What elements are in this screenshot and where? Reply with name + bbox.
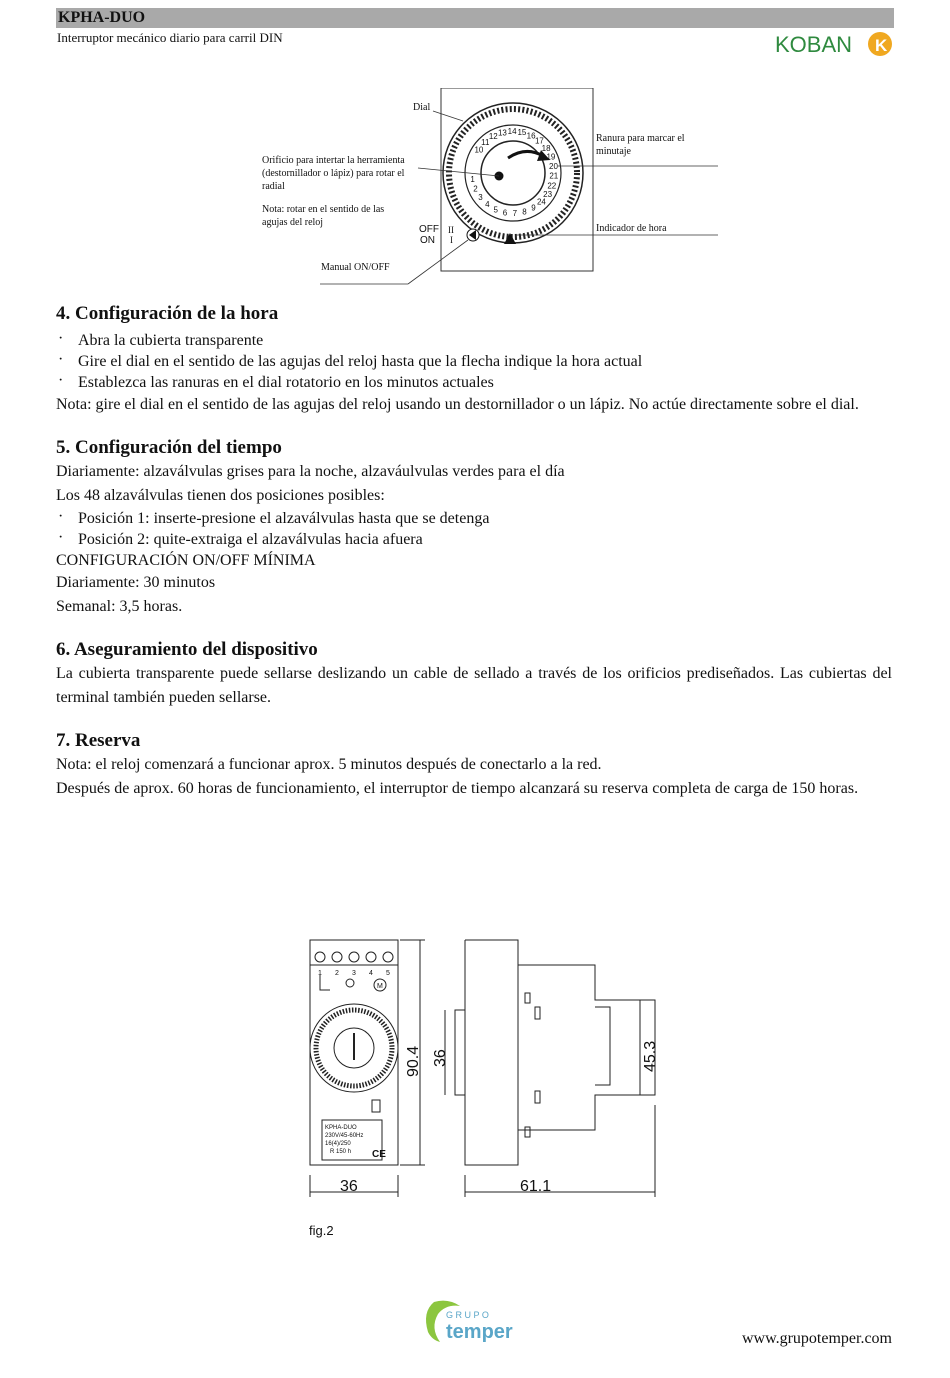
dial-number: 20 (549, 161, 558, 171)
side-rail-clip-left (455, 1010, 465, 1095)
dial-number: 3 (478, 193, 483, 203)
koban-logo-letter: K (875, 36, 888, 55)
circuit-contact (346, 979, 354, 987)
section-4-bullet-1: · Abra la cubierta transparente (56, 330, 892, 351)
plate-reserve: R 150 h (330, 1149, 352, 1155)
hole-label-line2: (destornillador o lápiz) para rotar el (262, 168, 405, 179)
rotate-note-line1: Nota: rotar en el sentido de las (262, 204, 385, 215)
section-5-para-2: Los 48 alzaválvulas tienen dos posiciones posibles: (56, 487, 385, 504)
position-two-label: II (448, 225, 454, 235)
section-5-para-3: CONFIGURACIÓN ON/OFF MÍNIMA (56, 552, 316, 569)
dial-number: 22 (547, 181, 557, 191)
section-4-note: Nota: gire el dial en el sentido de las agujas del reloj usando un destornillador o un lápiz. No actúe directamente sobre el dial. (56, 396, 859, 413)
dial-number: 19 (546, 152, 556, 162)
dial-number: 10 (474, 145, 484, 155)
logo-temper-text: temper (446, 1321, 513, 1343)
figure-caption: fig.2 (309, 1223, 334, 1238)
dim-inner-value: 36 (432, 1049, 449, 1067)
dial-number: 11 (481, 137, 490, 147)
hour-indicator-label: Indicador de hora (596, 223, 667, 234)
section-5-bullet-2: · Posición 2: quite-extraiga el alzaválvulas hacia afuera (56, 529, 892, 550)
dial-diagram (258, 88, 718, 288)
logo-grupo-text: G R U P O (446, 1310, 489, 1320)
section-7-para-1: Nota: el reloj comenzará a funcionar aprox. 5 minutos después de conectarlo a la red. (56, 756, 602, 773)
dim-height-value: 90.4 (405, 1045, 422, 1077)
plate-model: KPHA-DUO (325, 1125, 357, 1131)
dial-number: 5 (493, 205, 498, 215)
hole-label-line3: radial (262, 181, 285, 192)
dial-center (481, 141, 545, 205)
side-slot-1 (525, 993, 530, 1003)
dial-number: 24 (536, 197, 546, 207)
motor-label: M (377, 983, 383, 990)
section-5-para-5: Semanal: 3,5 horas. (56, 598, 183, 615)
terminal-label: 5 (386, 970, 390, 977)
dial-number: 8 (522, 207, 527, 217)
manual-switch-label: Manual ON/OFF (321, 262, 390, 273)
section-5-title: 5. Configuración del tiempo (56, 437, 282, 458)
plate-voltage: 230V/45-60Hz (325, 1133, 364, 1139)
document-subtitle: Interruptor mecánico diario para carril DIN (57, 30, 283, 45)
koban-logo (775, 30, 895, 58)
dial-number: 1 (470, 175, 475, 185)
dial-number: 17 (534, 136, 544, 146)
document-body (56, 302, 892, 801)
rotate-note-line2: agujas del reloj (262, 217, 324, 228)
dial-label: Dial (413, 102, 431, 113)
header-bar (56, 8, 894, 28)
dial-number: 21 (549, 171, 559, 181)
terminal-label: 1 (318, 970, 322, 977)
footer-url[interactable]: www.grupotemper.com (741, 1330, 892, 1347)
side-slot-2 (535, 1007, 540, 1019)
front-manual-switch (372, 1100, 380, 1112)
circuit-line (320, 975, 330, 990)
document-title: KPHA-DUO (58, 9, 146, 26)
section-5-para-4: Diariamente: 30 minutos (56, 574, 216, 591)
dial-number: 2 (473, 184, 478, 194)
dim-depth-value: 61.1 (520, 1178, 552, 1195)
position-one-label: I (450, 235, 453, 245)
slot-label-line1: Ranura para marcar el (596, 133, 685, 144)
terminal-screws (315, 952, 393, 962)
dial-number: 18 (541, 143, 551, 153)
section-4-title: 4. Configuración de la hora (56, 303, 279, 324)
plate-current: 16(4)/250 (325, 1141, 351, 1147)
dial-number: 6 (502, 208, 508, 218)
section-7-para-2: Después de aprox. 60 horas de funcionamiento, el interruptor de tiempo alcanzará su reserva completa de carga de 150 horas. (56, 780, 859, 797)
grupo-temper-logo (420, 1296, 530, 1348)
hole-label-line1: Orificio para intertar la herramienta (262, 155, 405, 166)
section-6-para-1: La cubierta transparente puede sellarse deslizando un cable de sellado a través de los orificios prediseñados. Las cubiertas del terminal también pueden sellarse. (56, 665, 892, 706)
dial-number: 9 (531, 203, 536, 213)
side-slot-4 (535, 1091, 540, 1103)
dim-width-value: 36 (340, 1178, 358, 1195)
dial-number: 16 (526, 131, 536, 141)
slot-label-line2: minutaje (596, 146, 631, 157)
section-7-title: 7. Reserva (56, 730, 141, 751)
dial-number: 13 (497, 128, 507, 138)
dial-number: 23 (543, 190, 553, 200)
terminal-label: 3 (352, 970, 356, 977)
on-label: ON (420, 235, 435, 246)
section-5-para-1: Diariamente: alzaválvulas grises para la noche, alzaváulvulas verdes para el día (56, 463, 565, 480)
terminal-label: 4 (369, 970, 373, 977)
section-6-title: 6. Aseguramiento del dispositivo (56, 639, 318, 660)
dial-number: 15 (517, 128, 527, 138)
section-4-bullet-3: · Establezca las ranuras en el dial rotatorio en los minutos actuales (56, 372, 892, 393)
dial-number: 4 (485, 200, 490, 210)
koban-logo-text: KOBAN (775, 32, 853, 57)
section-4-bullet-2: · Gire el dial en el sentido de las agujas del reloj hasta que la flecha indique la hora actual (56, 351, 892, 372)
dial-number: 14 (507, 127, 517, 137)
side-view-body (465, 940, 655, 1165)
section-5-bullet-1: · Posición 1: inserte-presione el alzaválvulas hasta que se detenga (56, 508, 892, 529)
dial (443, 103, 583, 243)
side-slot-3 (525, 1127, 530, 1137)
terminal-label: 2 (335, 970, 339, 977)
off-label: OFF (419, 224, 439, 235)
side-rail-clip-right (595, 1007, 610, 1085)
dial-number: 7 (512, 209, 518, 219)
ce-mark: CE (372, 1149, 386, 1160)
dimension-drawing (300, 935, 670, 1240)
dim-rail-value: 45.3 (642, 1040, 659, 1072)
dial-number: 12 (488, 132, 498, 142)
